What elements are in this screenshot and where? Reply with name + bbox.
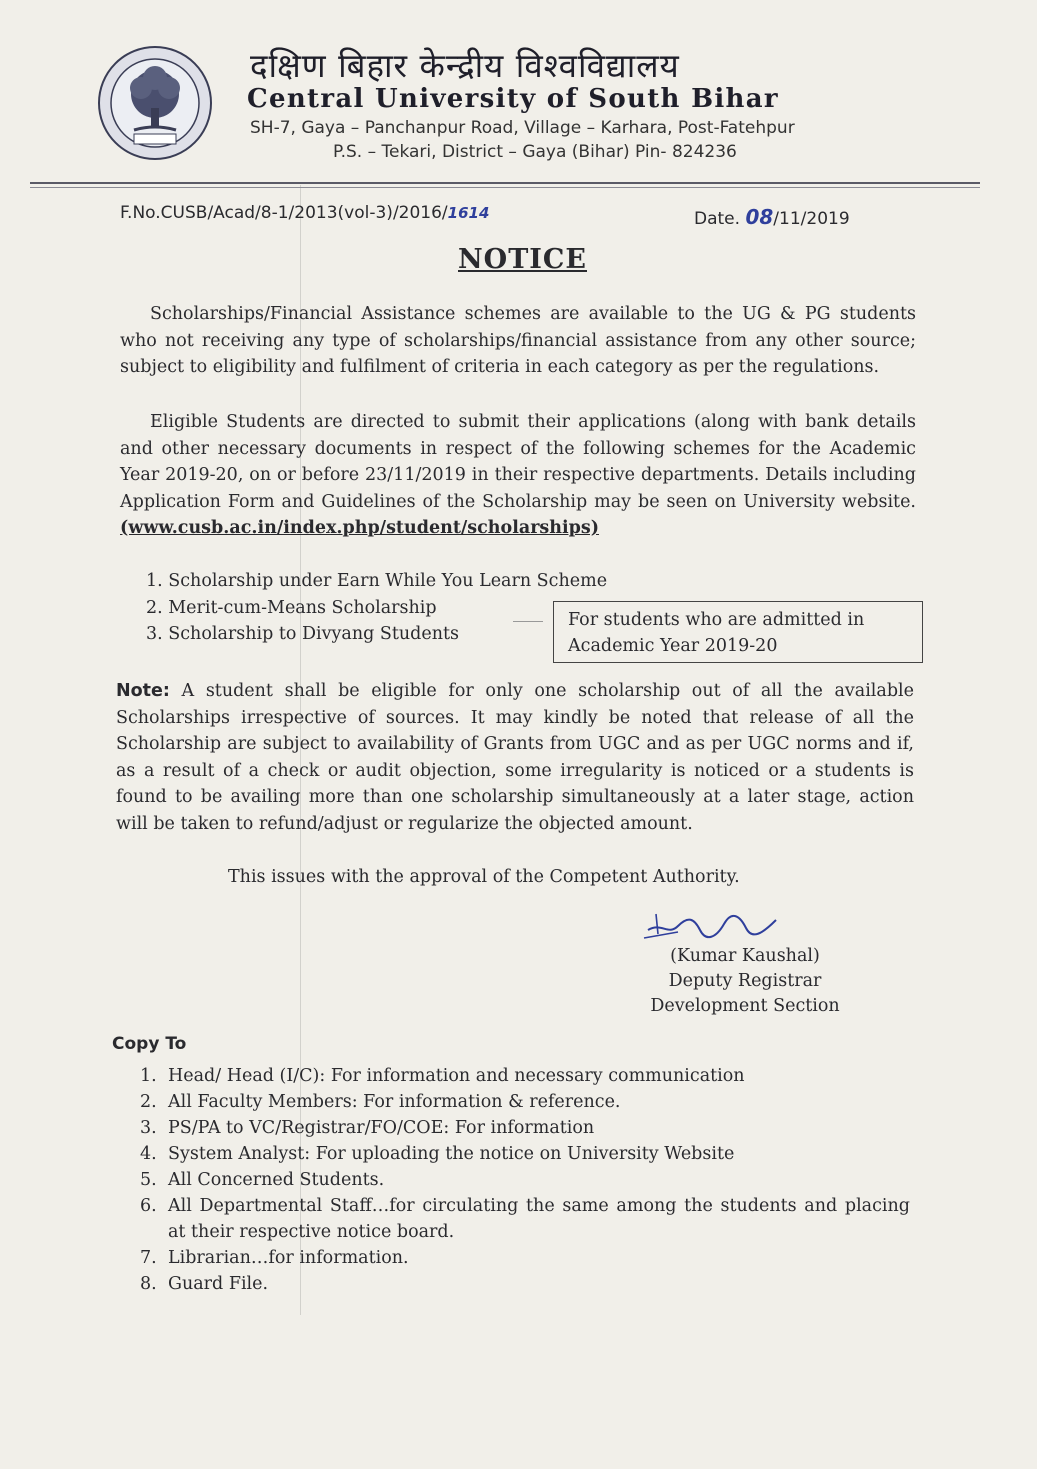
paragraph-eligibility bbox=[120, 301, 916, 381]
item-number: 5. bbox=[140, 1170, 157, 1190]
scheme-item: 2. Merit-cum-Means Scholarship bbox=[146, 597, 437, 618]
copy-to-list bbox=[140, 1063, 910, 1297]
list-item bbox=[140, 1063, 910, 1089]
item-number: 8. bbox=[140, 1274, 157, 1294]
item-number: 7. bbox=[140, 1248, 157, 1268]
signatory-block bbox=[640, 944, 850, 1019]
scholarships-link[interactable]: (www.cusb.ac.in/index.php/student/scholarships) bbox=[120, 518, 600, 538]
item-number: 3. bbox=[140, 1118, 157, 1138]
copy-to-heading: Copy To bbox=[112, 1034, 187, 1054]
handwritten-signature bbox=[642, 908, 782, 944]
item-text: Guard File. bbox=[168, 1274, 269, 1294]
scheme-item: 1. Scholarship under Earn While You Learn Scheme bbox=[146, 571, 608, 591]
signatory-name: (Kumar Kaushal) bbox=[670, 946, 820, 966]
university-seal-logo bbox=[96, 44, 214, 162]
item-text: All Departmental Staff…for circulating the same among the students and placing at their respective notice board. bbox=[168, 1196, 910, 1242]
list-item bbox=[140, 1115, 910, 1141]
item-text: System Analyst: For uploading the notice on University Website bbox=[168, 1144, 735, 1164]
date-month-year: /11/2019 bbox=[773, 209, 850, 229]
signatory-section: Development Section bbox=[650, 996, 840, 1016]
paragraph-1-text: Scholarships/Financial Assistance schemes are available to the UG & PG students who not receiving any type of scholarships/financial assistance from any other source; subject to eligibility and fulfilment of criteria in each category as per the regulations. bbox=[120, 304, 916, 377]
item-number: 6. bbox=[140, 1196, 157, 1216]
file-reference bbox=[120, 203, 489, 223]
approval-statement: This issues with the approval of the Competent Authority. bbox=[228, 867, 740, 887]
header-divider-thin bbox=[30, 187, 980, 188]
list-item bbox=[140, 1193, 910, 1245]
schemes-list bbox=[146, 568, 607, 648]
list-item bbox=[140, 1141, 910, 1167]
item-number: 4. bbox=[140, 1144, 157, 1164]
note-label: Note: bbox=[116, 681, 170, 701]
item-text: PS/PA to VC/Registrar/FO/COE: For information bbox=[168, 1118, 595, 1138]
list-item bbox=[140, 1245, 910, 1271]
item-text: All Faculty Members: For information & reference. bbox=[168, 1092, 621, 1112]
university-name-hindi: दक्षिण बिहार केन्द्रीय विश्वविद्यालय bbox=[250, 46, 680, 85]
bracket-connector bbox=[513, 621, 543, 622]
paragraph-instructions bbox=[120, 409, 916, 542]
signatory-designation: Deputy Registrar bbox=[668, 971, 822, 991]
item-number: 1. bbox=[140, 1066, 157, 1086]
scheme-item: 3. Scholarship to Divyang Students bbox=[146, 624, 460, 644]
header-divider bbox=[30, 182, 980, 184]
item-text: Librarian…for information. bbox=[168, 1248, 409, 1268]
schemes-eligibility-box: For students who are admitted in Academic Year 2019-20 bbox=[553, 601, 923, 663]
file-number: F.No.CUSB/Acad/8-1/2013(vol-3)/2016/ bbox=[120, 203, 448, 223]
list-item bbox=[140, 1271, 910, 1297]
address-line-2: P.S. – Tekari, District – Gaya (Bihar) Pin- 824236 bbox=[333, 142, 737, 162]
address-line-1: SH-7, Gaya – Panchanpur Road, Village – Karhara, Post-Fatehpur bbox=[250, 118, 795, 138]
date-label: Date. bbox=[694, 209, 741, 229]
item-text: Head/ Head (I/C): For information and necessary communication bbox=[168, 1066, 745, 1086]
item-number: 2. bbox=[140, 1092, 157, 1112]
file-number-handwritten: 1614 bbox=[447, 204, 490, 222]
date-day-handwritten: 08 bbox=[745, 205, 774, 229]
note-text: A student shall be eligible for only one scholarship out of all the available Scholarships irrespective of sources. It may kindly be noted that release of all the Scholarship are subject to availability of Grants from UGC and as per UGC norms and if, as a result of a check or audit objection, some irregularity is noticed or a students is found to be availing more than one scholarship simultaneously at a later stage, action will be taken to refund/adjust or regularize the objected amount. bbox=[116, 681, 914, 834]
university-name-english: Central University of South Bihar bbox=[247, 84, 779, 114]
list-item bbox=[140, 1089, 910, 1115]
item-text: All Concerned Students. bbox=[168, 1170, 385, 1190]
notice-date bbox=[694, 205, 850, 229]
list-item bbox=[140, 1167, 910, 1193]
paragraph-2-text: Eligible Students are directed to submit their applications (along with bank details and other necessary documents in respect of the following schemes for the Academic Year 2019-20, on or before 23/11/2019 in their respective departments. Details including Application Form and Guidelines of the Scholarship may be seen on University website. bbox=[120, 412, 916, 512]
note-paragraph bbox=[116, 678, 914, 837]
notice-title: NOTICE bbox=[458, 244, 587, 275]
